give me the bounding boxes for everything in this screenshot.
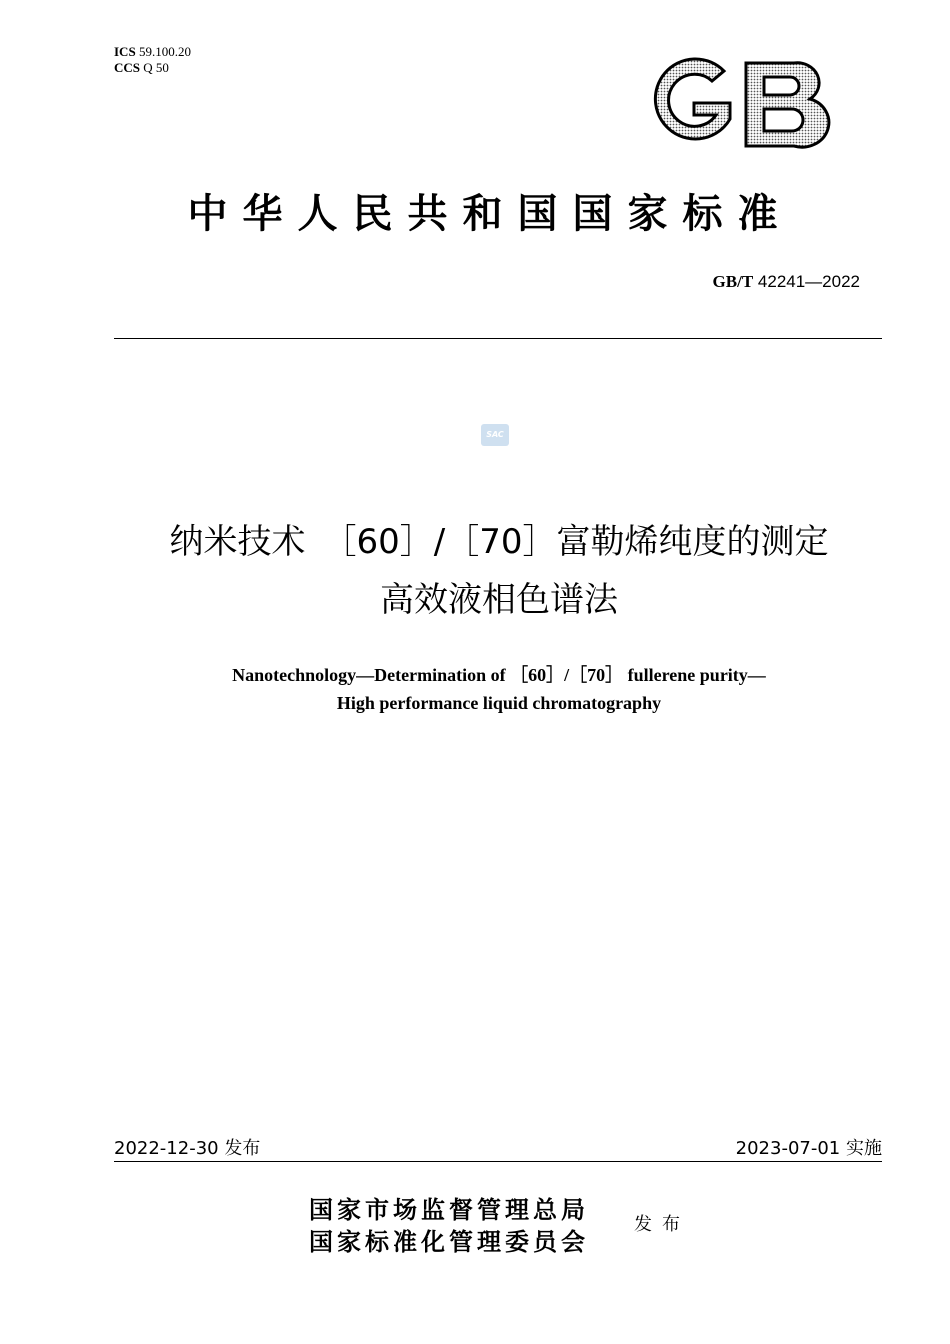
issuer-sac: 国家标准化管理委员会 — [309, 1227, 589, 1256]
ics-value: 59.100.20 — [138, 44, 191, 59]
implementation-date: 2023-07-01 实施 — [735, 1138, 882, 1159]
ics-label: ICS — [114, 44, 136, 59]
standard-code: 42241—2022 — [757, 272, 860, 291]
ccs-line — [114, 60, 191, 76]
issuer-samr: 国家市场监督管理总局 — [309, 1195, 589, 1224]
ccs-label: CCS — [114, 60, 141, 75]
publish-label: 发布 — [634, 1214, 690, 1235]
ics-line — [114, 44, 191, 60]
standard-prefix: GB/T — [712, 272, 754, 291]
top-divider — [114, 338, 882, 339]
issue-date: 2022-12-30 发布 — [114, 1138, 261, 1159]
sac-watermark: SAC — [481, 424, 509, 446]
bottom-divider — [114, 1161, 882, 1162]
standard-number — [713, 272, 860, 292]
title-en-line2: High performance liquid chromatography — [336, 693, 662, 713]
title-zh-line1: 纳米技术 ［60］/［70］富勒烯纯度的测定 — [169, 522, 829, 562]
national-standard-title: 中华人民共和国国家标准 — [187, 190, 793, 237]
ccs-value: Q 50 — [143, 60, 169, 75]
title-en-line1: Nanotechnology—Determination of ［60］/［70］ fullerene purity— — [232, 665, 766, 685]
gb-logo-icon — [642, 57, 832, 152]
classification-codes — [114, 44, 191, 76]
title-zh-line2: 高效液相色谱法 — [380, 580, 618, 620]
